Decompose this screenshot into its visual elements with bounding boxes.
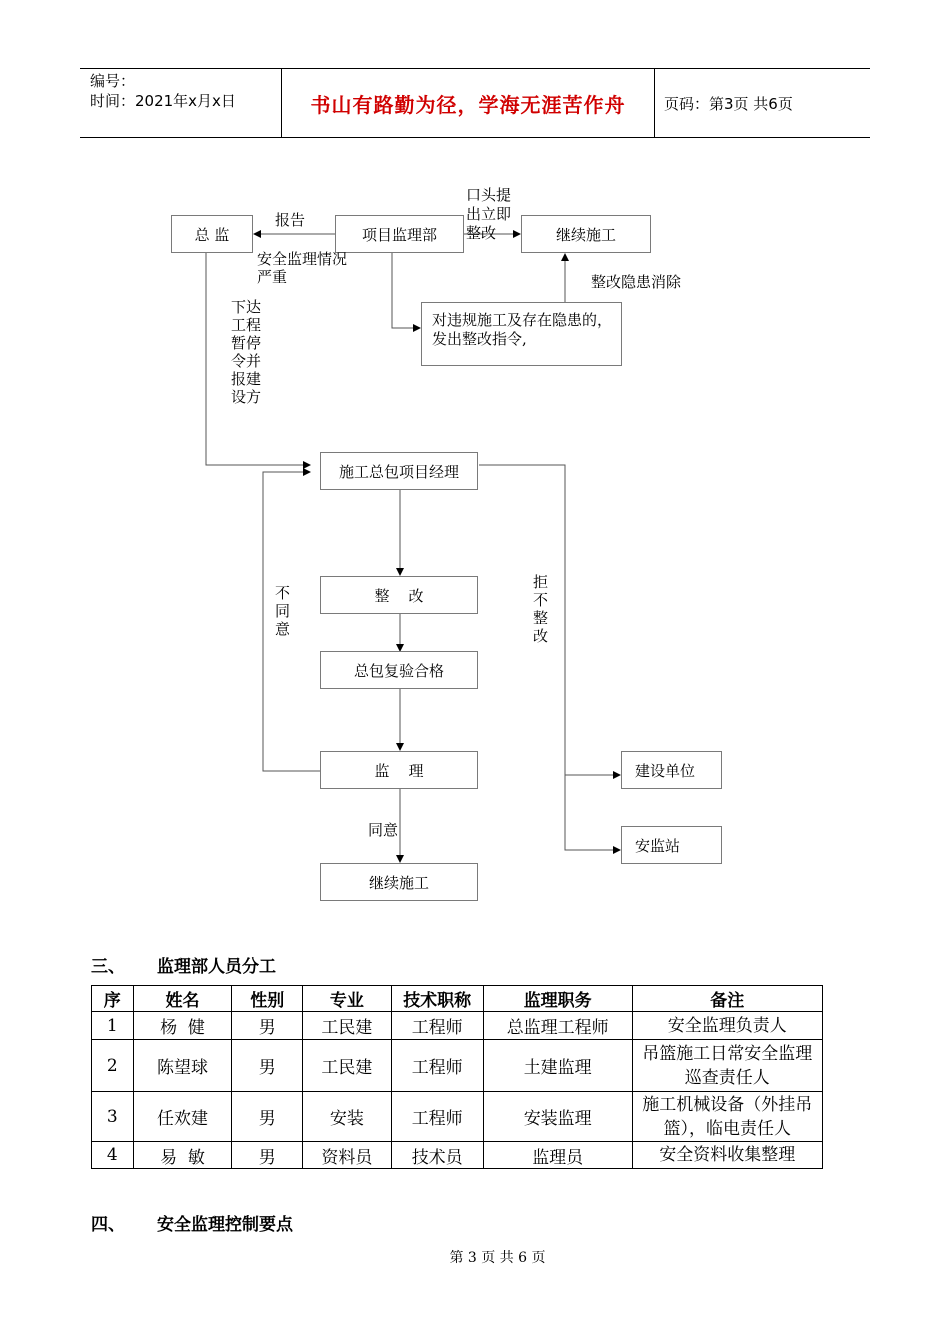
flow-label-agree: 同意 [368,821,399,839]
section-title: 监理部人员分工 [157,957,276,977]
table-cell: 工民建 [303,1012,391,1040]
table-header: 专业 [303,986,391,1012]
table-row [92,1142,823,1169]
table-cell: 男 [232,1092,303,1142]
flow-box-supervision: 监 理 [320,751,478,789]
table-cell: 技术员 [391,1142,483,1169]
table-cell: 杨 健 [133,1012,232,1040]
table-cell: 工程师 [391,1040,483,1092]
section-title: 安全监理控制要点 [157,1215,293,1235]
table-header: 序 [92,986,134,1012]
flow-label-refuse: 拒不整改 [533,573,549,645]
table-cell: 安全资料收集整理 [632,1142,822,1169]
table-header: 姓名 [133,986,232,1012]
section-heading-control-points [91,1210,293,1235]
header-page-number: 页码：第3页 共6页 [664,95,793,113]
table-cell: 任欢建 [133,1092,232,1142]
flow-label-stop-order: 下达工程暂停令并报建设方 [231,298,262,406]
table-cell: 安全监理负责人 [632,1012,822,1040]
table-cell: 监理员 [483,1142,632,1169]
section-number: 三、 [91,957,125,977]
table-row [92,1012,823,1040]
table-cell: 吊篮施工日常安全监理巡查责任人 [632,1040,822,1092]
staff-table [91,985,823,1169]
flow-box-project-dept: 项目监理部 [335,215,464,253]
table-cell: 资料员 [303,1142,391,1169]
table-header: 性别 [232,986,303,1012]
table-cell: 总监理工程师 [483,1012,632,1040]
header-motto: 书山有路勤为径，学海无涯苦作舟 [310,93,626,117]
flow-box-continue-bottom: 继续施工 [320,863,478,901]
flow-box-owner: 建设单位 [621,751,722,789]
table-cell: 陈望球 [133,1040,232,1092]
table-cell: 男 [232,1142,303,1169]
section-number: 四、 [91,1215,125,1235]
flow-box-safety-station: 安监站 [621,826,722,864]
table-header: 监理职务 [483,986,632,1012]
section-heading-staff [91,952,276,977]
flow-label-hazard-cleared: 整改隐患消除 [591,273,682,291]
flow-label-report: 报告 [275,211,306,229]
flow-box-continue-top: 继续施工 [521,215,651,253]
doc-time-label: 时间：2021年x月x日 [90,92,236,110]
table-header-row [92,986,823,1012]
flow-box-rectify: 整 改 [320,576,478,614]
doc-code-label: 编号： [90,72,136,90]
table-cell: 3 [92,1092,134,1142]
table-row [92,1040,823,1092]
flow-label-disagree: 不同意 [275,584,291,638]
table-cell: 安装监理 [483,1092,632,1142]
table-cell: 工民建 [303,1040,391,1092]
table-cell: 男 [232,1040,303,1092]
table-cell: 4 [92,1142,134,1169]
table-cell: 易 敏 [133,1142,232,1169]
table-cell: 工程师 [391,1092,483,1142]
table-cell: 2 [92,1040,134,1092]
arrow-issue-order [392,253,420,328]
table-header: 备注 [632,986,822,1012]
flow-box-chief: 总 监 [171,215,253,253]
flow-label-oral: 口头提出立即整改 [466,186,512,242]
table-row [92,1092,823,1142]
table-cell: 工程师 [391,1012,483,1040]
arrow-refuse-safety-station [479,465,620,850]
flow-box-recheck: 总包复验合格 [320,651,478,689]
table-cell: 施工机械设备（外挂吊篮），临电责任人 [632,1092,822,1142]
flow-box-rectify-order: 对违规施工及存在隐患的，发出整改指令, [421,302,622,366]
table-cell: 安装 [303,1092,391,1142]
table-cell: 土建监理 [483,1040,632,1092]
table-header: 技术职称 [391,986,483,1012]
table-cell: 男 [232,1012,303,1040]
flow-box-contractor-pm: 施工总包项目经理 [320,452,478,490]
table-cell: 1 [92,1012,134,1040]
flow-label-serious: 安全监理情况严重 [257,250,348,286]
page-footer: 第 3 页 共 6 页 [449,1250,546,1266]
